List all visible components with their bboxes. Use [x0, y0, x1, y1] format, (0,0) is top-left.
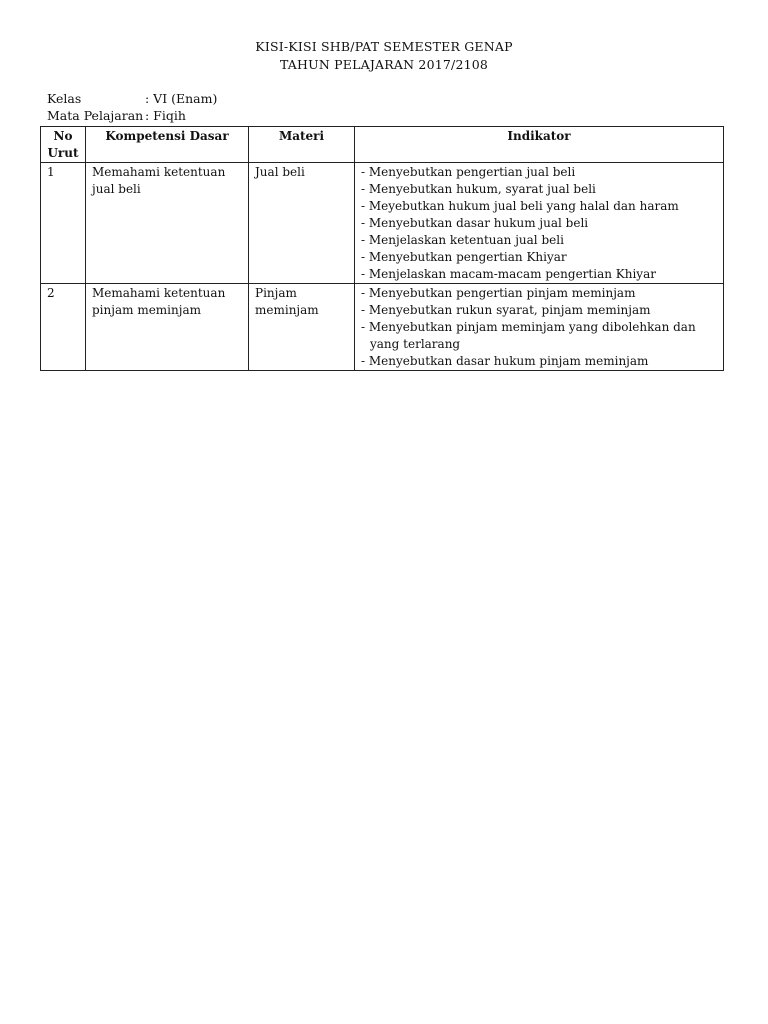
indikator-item: - Menyebutkan pengertian pinjam meminjam — [361, 285, 717, 302]
cell-kompetensi-dasar: Memahami ketentuan pinjam meminjam — [86, 284, 249, 371]
table-row — [41, 284, 724, 371]
kisi-kisi-table — [40, 126, 724, 371]
mapel-value: : Fiqih — [145, 108, 186, 123]
kelas-line — [47, 91, 217, 106]
cell-materi: Pinjam meminjam — [249, 284, 355, 371]
indikator-item: - Menjelaskan macam-macam pengertian Khiyar — [361, 266, 717, 283]
cell-no: 1 — [41, 163, 86, 284]
cell-indikator — [355, 163, 724, 284]
indikator-item: - Menyebutkan hukum, syarat jual beli — [361, 181, 717, 198]
indikator-item: - Menyebutkan pinjam meminjam yang dibolehkan dan yang terlarang — [361, 319, 717, 353]
header-no-urut: No Urut — [41, 127, 86, 163]
cell-materi: Jual beli — [249, 163, 355, 284]
indikator-item: - Menyebutkan pengertian jual beli — [361, 164, 717, 181]
cell-kompetensi-dasar: Memahami ketentuan jual beli — [86, 163, 249, 284]
table-row — [41, 163, 724, 284]
mapel-line — [47, 108, 186, 123]
indikator-item: - Menyebutkan dasar hukum jual beli — [361, 215, 717, 232]
indikator-item: - Menyebutkan dasar hukum pinjam meminjam — [361, 353, 717, 370]
cell-no: 2 — [41, 284, 86, 371]
header-indikator: Indikator — [355, 127, 724, 163]
header-kompetensi-dasar: Kompetensi Dasar — [86, 127, 249, 163]
document-title: KISI-KISI SHB/PAT SEMESTER GENAP — [255, 39, 513, 54]
indikator-list — [361, 164, 717, 283]
indikator-list — [361, 285, 717, 370]
cell-indikator — [355, 284, 724, 371]
indikator-item: - Menjelaskan ketentuan jual beli — [361, 232, 717, 249]
table-header-row — [41, 127, 724, 163]
header-materi: Materi — [249, 127, 355, 163]
mapel-label: Mata Pelajaran — [47, 108, 144, 123]
kelas-label: Kelas — [47, 91, 82, 106]
indikator-item: - Meyebutkan hukum jual beli yang halal dan haram — [361, 198, 717, 215]
document-subtitle: TAHUN PELAJARAN 2017/2108 — [279, 57, 489, 72]
indikator-item: - Menyebutkan pengertian Khiyar — [361, 249, 717, 266]
indikator-item: - Menyebutkan rukun syarat, pinjam meminjam — [361, 302, 717, 319]
kelas-value: : VI (Enam) — [145, 91, 218, 106]
